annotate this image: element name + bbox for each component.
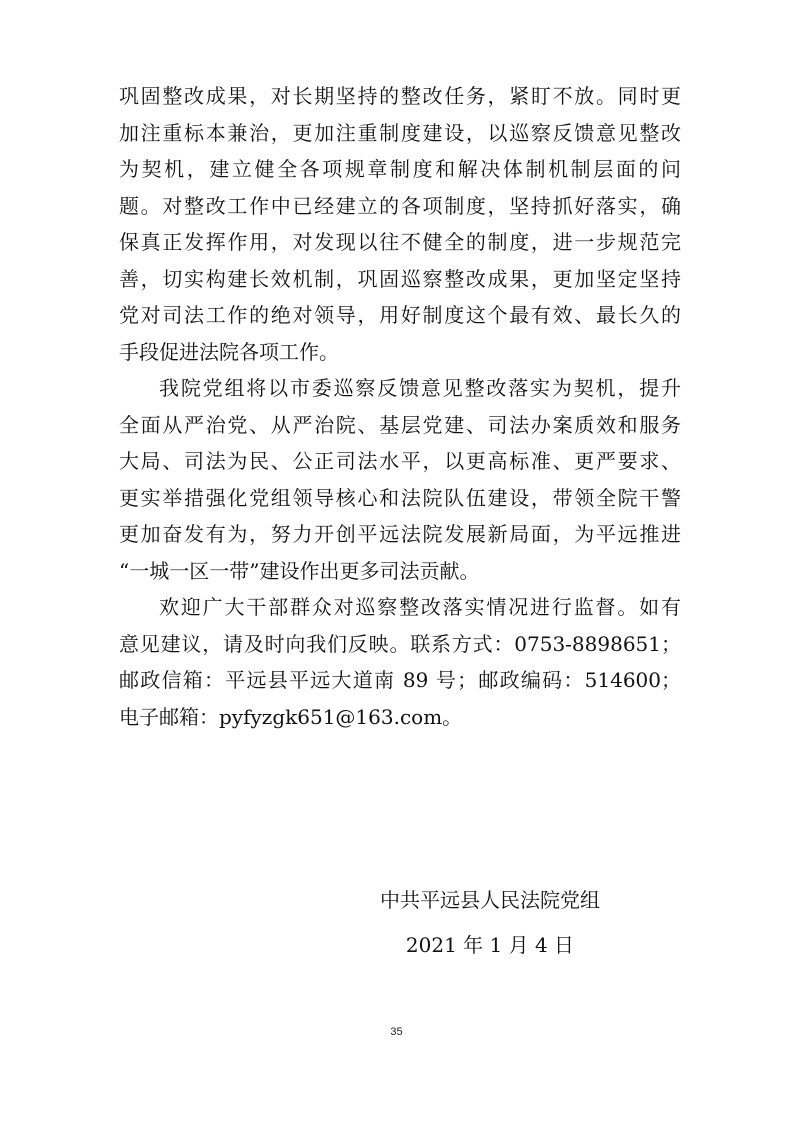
paragraph-line: 更实举措强化党组领导核心和法院队伍建设，带领全院干警: [119, 485, 681, 510]
paragraph-line: 我院党组将以市委巡察反馈意见整改落实为契机，提升: [159, 376, 681, 400]
contact-email-line: 电子邮箱：pyfyzgk651@163.com。: [119, 704, 463, 729]
paragraph-line: 党对司法工作的绝对领导，用好制度这个最有效、最长久的: [119, 303, 681, 327]
paragraph-party-group-commitment: [119, 370, 681, 589]
paragraph-line: 更加奋发有为，努力开创平远法院发展新局面，为平远推进: [119, 522, 681, 546]
contact-phone-line: 意见建议，请及时向我们反映。联系方式：0753-8898651；: [119, 631, 681, 656]
contact-address-line: 邮政信箱：平远县平远大道南 89 号；邮政编码：514600；: [119, 668, 681, 692]
document-body: [119, 78, 681, 735]
signature-date: 2021 年 1 月 4 日: [405, 933, 575, 957]
paragraph-line: 善，切实构建长效机制，巩固巡察整改成果，更加坚定坚持: [119, 266, 681, 291]
paragraph-line: 加注重标本兼治，更加注重制度建设，以巡察反馈意见整改: [119, 120, 681, 145]
page-number: 35: [390, 1026, 403, 1038]
signature-organization: 中共平远县人民法院党组: [380, 888, 600, 912]
paragraph-line: 欢迎广大干部群众对巡察整改落实情况进行监督。如有: [159, 595, 681, 619]
paragraph-line: 大局、司法为民、公正司法水平，以更高标准、更严要求、: [119, 449, 681, 473]
paragraph-line: 全面从严治党、从严治院、基层党建、司法办案质效和服务: [119, 412, 681, 437]
paragraph-rectification-results: [119, 78, 681, 370]
paragraph-line: “一城一区一带”建设作出更多司法贡献。: [119, 558, 480, 583]
paragraph-line: 题。对整改工作中已经建立的各项制度，坚持抓好落实，确: [119, 193, 681, 218]
paragraph-line: 手段促进法院各项工作。: [119, 339, 339, 364]
paragraph-line: 保真正发挥作用，对发现以往不健全的制度，进一步规范完: [119, 230, 681, 254]
paragraph-line: 为契机，建立健全各项规章制度和解决体制机制层面的问: [119, 157, 681, 181]
paragraph-contact-info: [119, 589, 681, 735]
paragraph-line: 巩固整改成果，对长期坚持的整改任务，紧盯不放。同时更: [119, 84, 681, 108]
